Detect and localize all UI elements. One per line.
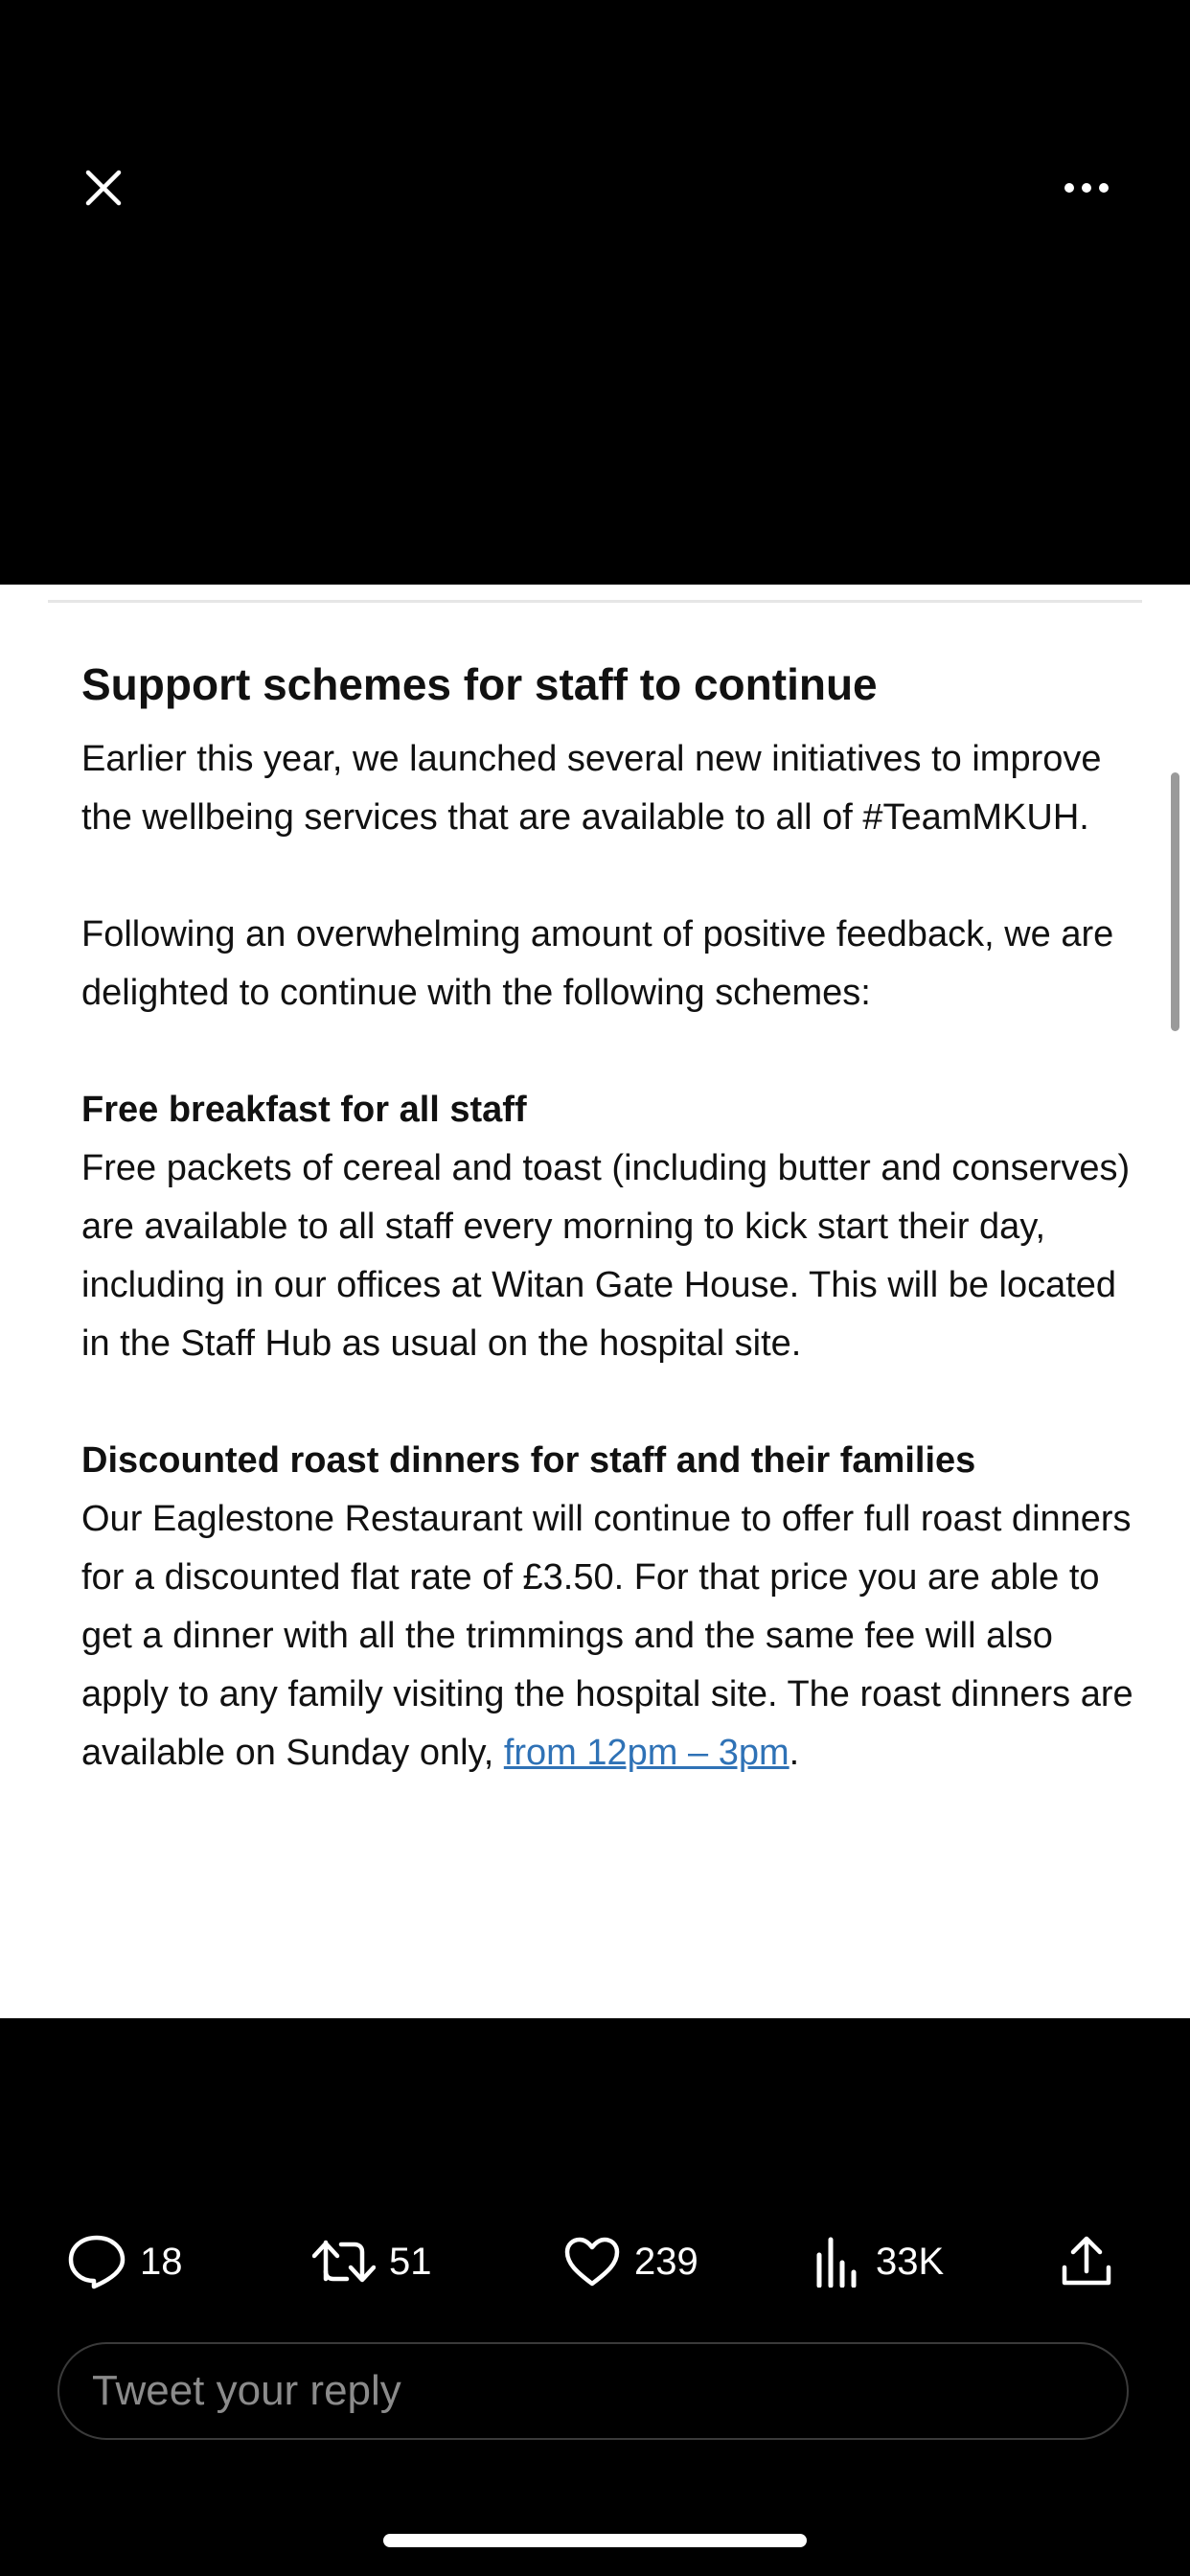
views-button[interactable] [814, 2214, 944, 2310]
tweet-image[interactable] [0, 585, 1190, 2018]
breakfast-section [81, 1081, 1135, 1373]
like-count: 239 [634, 2240, 698, 2283]
article-content [81, 654, 1135, 1841]
reply-icon [67, 2234, 126, 2289]
roast-section [81, 1432, 1135, 1782]
article-headline: Support schemes for staff to continue [81, 659, 878, 709]
intro-paragraph: Earlier this year, we launched several new initiatives to improve the wellbeing services that are available to all of #TeamMKUH. [81, 739, 1102, 838]
roast-body: Our Eaglestone Restaurant will continue to offer full roast dinners for a discounted flat rate of £3.50. For that price you are able to get a dinner with all the trimmings and the same fee will also apply to any family visiting the hospital site. The roast dinners are available on Sunday only, [81, 1499, 1133, 1773]
like-button[interactable] [563, 2214, 698, 2310]
views-icon [814, 2236, 862, 2288]
roast-end: . [789, 1733, 800, 1773]
share-icon [1060, 2235, 1113, 2288]
reply-count: 18 [140, 2240, 183, 2283]
close-icon [84, 169, 123, 207]
followup-paragraph: Following an overwhelming amount of positive feedback, we are delighted to continue with the following schemes: [81, 914, 1114, 1013]
scrollbar[interactable] [1171, 772, 1179, 1031]
roast-hours-link[interactable]: from 12pm – 3pm [503, 1733, 790, 1773]
like-icon [563, 2236, 621, 2288]
reply-button[interactable] [67, 2214, 183, 2310]
views-count: 33K [876, 2240, 945, 2283]
retweet-count: 51 [389, 2240, 432, 2283]
home-indicator[interactable] [383, 2534, 807, 2547]
media-top-bar [0, 0, 1190, 585]
tweet-actions-bar [0, 2214, 1190, 2310]
retweet-icon [312, 2235, 376, 2288]
more-options-button[interactable] [1052, 153, 1121, 222]
reply-placeholder: Tweet your reply [92, 2367, 401, 2414]
divider [48, 600, 1142, 603]
close-button[interactable] [69, 153, 138, 222]
breakfast-heading: Free breakfast for all staff [81, 1090, 527, 1130]
retweet-button[interactable] [312, 2214, 432, 2310]
roast-heading: Discounted roast dinners for staff and their families [81, 1440, 976, 1481]
more-horizontal-icon [1064, 182, 1110, 194]
share-button[interactable] [1060, 2214, 1113, 2310]
reply-input[interactable] [57, 2342, 1129, 2440]
breakfast-body: Free packets of cereal and toast (including butter and conserves) are available to all staff every morning to kick start their day, including in our offices at Witan Gate House. This will be located in the Staff Hub as usual on the hospital site. [81, 1148, 1131, 1364]
